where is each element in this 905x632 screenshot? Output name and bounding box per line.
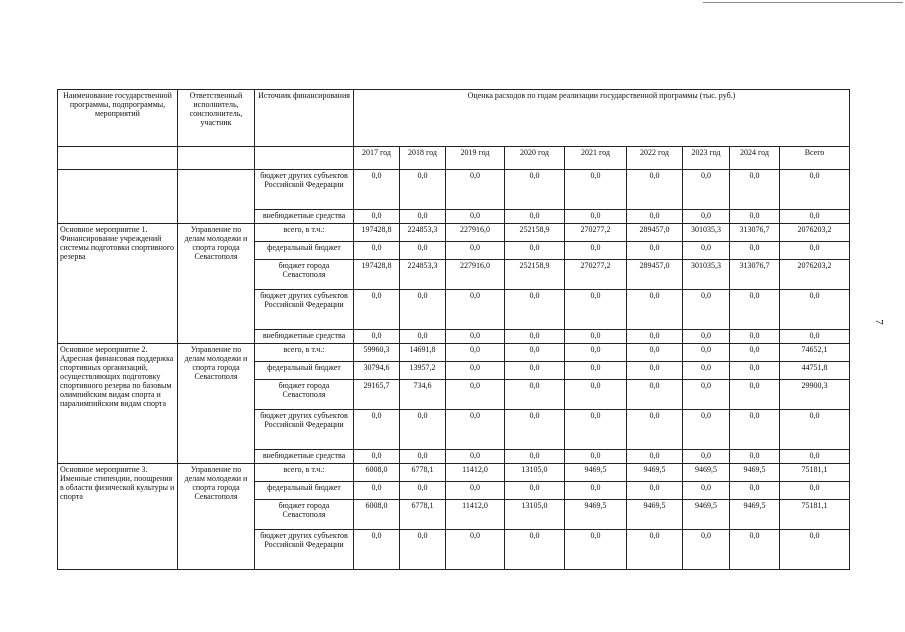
executor-cell: Управление по делам молодежи и спорта города Севастополя xyxy=(178,344,255,464)
value-cell: 9469,5 xyxy=(627,464,683,482)
value-cell: 0,0 xyxy=(730,170,780,210)
value-cell: 75181,1 xyxy=(780,500,850,530)
executor-cell: Управление по делам молодежи и спорта города Севастополя xyxy=(178,464,255,570)
value-cell: 734,6 xyxy=(400,380,446,410)
value-cell: 227916,0 xyxy=(446,224,505,242)
table-row xyxy=(58,344,850,362)
header-name-blank xyxy=(58,147,178,170)
value-cell: 0,0 xyxy=(730,290,780,330)
source-cell: федеральный бюджет xyxy=(255,362,354,380)
value-cell: 0,0 xyxy=(683,330,730,344)
value-cell: 0,0 xyxy=(683,344,730,362)
source-cell: федеральный бюджет xyxy=(255,482,354,500)
value-cell: 224853,3 xyxy=(400,260,446,290)
value-cell: 0,0 xyxy=(730,380,780,410)
year-2022: 2022 год xyxy=(627,147,683,170)
value-cell: 0,0 xyxy=(400,410,446,450)
year-2023: 2023 год xyxy=(683,147,730,170)
value-cell: 0,0 xyxy=(683,450,730,464)
source-cell: бюджет города Севастополя xyxy=(255,380,354,410)
value-cell: 9469,5 xyxy=(683,464,730,482)
value-cell: 0,0 xyxy=(780,170,850,210)
value-cell: 313076,7 xyxy=(730,260,780,290)
value-cell: 270277,2 xyxy=(565,224,627,242)
activity-name-cell: Основное мероприятие 2. Адресная финансовая поддержка спортивных организаций, осуществляющих подготовку спортивного резерва по базовым олимпийским видам спорта и паралимпийским видам спорта xyxy=(58,344,178,464)
value-cell: 75181,1 xyxy=(780,464,850,482)
value-cell: 6778,1 xyxy=(400,500,446,530)
value-cell: 0,0 xyxy=(730,242,780,260)
page-number: 7 xyxy=(872,319,885,325)
value-cell: 0,0 xyxy=(780,450,850,464)
value-cell: 0,0 xyxy=(683,410,730,450)
value-cell: 0,0 xyxy=(683,170,730,210)
value-cell: 252158,9 xyxy=(505,224,565,242)
value-cell: 270277,2 xyxy=(565,260,627,290)
executor-cell: Управление по делам молодежи и спорта города Севастополя xyxy=(178,224,255,344)
year-2020: 2020 год xyxy=(505,147,565,170)
source-cell: всего, в т.ч.: xyxy=(255,344,354,362)
source-cell: бюджет других субъектов Российской Федерации xyxy=(255,410,354,450)
value-cell: 9469,5 xyxy=(565,464,627,482)
value-cell: 13957,2 xyxy=(400,362,446,380)
value-cell: 0,0 xyxy=(683,210,730,224)
value-cell: 9469,5 xyxy=(730,464,780,482)
source-cell: бюджет города Севастополя xyxy=(255,500,354,530)
value-cell: 0,0 xyxy=(565,530,627,570)
year-2024: 2024 год xyxy=(730,147,780,170)
value-cell: 313076,7 xyxy=(730,224,780,242)
header-source-blank xyxy=(255,147,354,170)
value-cell: 0,0 xyxy=(446,290,505,330)
value-cell: 0,0 xyxy=(627,450,683,464)
source-cell: всего, в т.ч.: xyxy=(255,224,354,242)
value-cell: 0,0 xyxy=(446,242,505,260)
value-cell: 0,0 xyxy=(565,242,627,260)
value-cell: 0,0 xyxy=(505,530,565,570)
value-cell: 0,0 xyxy=(730,344,780,362)
value-cell: 0,0 xyxy=(683,362,730,380)
value-cell: 0,0 xyxy=(565,482,627,500)
value-cell: 0,0 xyxy=(730,530,780,570)
header-executor-blank xyxy=(178,147,255,170)
value-cell: 0,0 xyxy=(627,290,683,330)
value-cell: 224853,3 xyxy=(400,224,446,242)
value-cell: 0,0 xyxy=(627,410,683,450)
executor-cell xyxy=(178,170,255,224)
value-cell: 0,0 xyxy=(627,530,683,570)
value-cell: 0,0 xyxy=(354,242,400,260)
value-cell: 0,0 xyxy=(780,410,850,450)
value-cell: 0,0 xyxy=(400,530,446,570)
value-cell: 14691,8 xyxy=(400,344,446,362)
value-cell: 0,0 xyxy=(505,210,565,224)
year-2021: 2021 год xyxy=(565,147,627,170)
value-cell: 0,0 xyxy=(505,170,565,210)
source-cell: внебюджетные средства xyxy=(255,450,354,464)
value-cell: 289457,0 xyxy=(627,260,683,290)
value-cell: 29165,7 xyxy=(354,380,400,410)
value-cell: 0,0 xyxy=(446,482,505,500)
value-cell: 0,0 xyxy=(627,330,683,344)
value-cell: 0,0 xyxy=(505,410,565,450)
value-cell: 9469,5 xyxy=(683,500,730,530)
header-source: Источник финансирования xyxy=(255,90,354,147)
value-cell: 0,0 xyxy=(400,170,446,210)
value-cell: 0,0 xyxy=(730,450,780,464)
value-cell: 0,0 xyxy=(400,210,446,224)
value-cell: 197428,8 xyxy=(354,224,400,242)
value-cell: 0,0 xyxy=(565,170,627,210)
value-cell: 13105,0 xyxy=(505,500,565,530)
value-cell: 0,0 xyxy=(683,242,730,260)
value-cell: 13105,0 xyxy=(505,464,565,482)
source-cell: бюджет других субъектов Российской Федерации xyxy=(255,170,354,210)
value-cell: 0,0 xyxy=(730,410,780,450)
value-cell: 0,0 xyxy=(565,290,627,330)
value-cell: 30794,6 xyxy=(354,362,400,380)
source-cell: внебюджетные средства xyxy=(255,210,354,224)
value-cell: 0,0 xyxy=(446,410,505,450)
year-total: Всего xyxy=(780,147,850,170)
value-cell: 0,0 xyxy=(683,530,730,570)
value-cell: 0,0 xyxy=(505,380,565,410)
header-estimate: Оценка расходов по годам реализации государственной программы (тыс. руб.) xyxy=(354,90,850,147)
source-cell: бюджет других субъектов Российской Федерации xyxy=(255,290,354,330)
activity-name-cell: Основное мероприятие 1. Финансирование учреждений системы подготовки спортивного резерва xyxy=(58,224,178,344)
value-cell: 44751,8 xyxy=(780,362,850,380)
year-2018: 2018 год xyxy=(400,147,446,170)
source-cell: бюджет других субъектов Российской Федерации xyxy=(255,530,354,570)
value-cell: 0,0 xyxy=(354,410,400,450)
source-cell: внебюджетные средства xyxy=(255,330,354,344)
source-cell: бюджет города Севастополя xyxy=(255,260,354,290)
value-cell: 0,0 xyxy=(400,450,446,464)
value-cell: 0,0 xyxy=(354,450,400,464)
year-2017: 2017 год xyxy=(354,147,400,170)
value-cell: 0,0 xyxy=(683,482,730,500)
value-cell: 0,0 xyxy=(505,290,565,330)
value-cell: 0,0 xyxy=(627,362,683,380)
value-cell: 0,0 xyxy=(505,450,565,464)
value-cell: 2076203,2 xyxy=(780,224,850,242)
value-cell: 252158,9 xyxy=(505,260,565,290)
value-cell: 227916,0 xyxy=(446,260,505,290)
value-cell: 0,0 xyxy=(780,330,850,344)
value-cell: 0,0 xyxy=(354,330,400,344)
value-cell: 0,0 xyxy=(505,242,565,260)
value-cell: 0,0 xyxy=(446,330,505,344)
value-cell: 0,0 xyxy=(400,482,446,500)
value-cell: 0,0 xyxy=(683,290,730,330)
value-cell: 301035,3 xyxy=(683,224,730,242)
table-row xyxy=(58,464,850,482)
value-cell: 2076203,2 xyxy=(780,260,850,290)
value-cell: 0,0 xyxy=(446,170,505,210)
value-cell: 289457,0 xyxy=(627,224,683,242)
value-cell: 0,0 xyxy=(505,344,565,362)
value-cell: 301035,3 xyxy=(683,260,730,290)
year-2019: 2019 год xyxy=(446,147,505,170)
value-cell: 74652,1 xyxy=(780,344,850,362)
value-cell: 0,0 xyxy=(400,242,446,260)
value-cell: 29900,3 xyxy=(780,380,850,410)
value-cell: 0,0 xyxy=(730,210,780,224)
value-cell: 6008,0 xyxy=(354,500,400,530)
value-cell: 0,0 xyxy=(780,290,850,330)
value-cell: 9469,5 xyxy=(627,500,683,530)
value-cell: 0,0 xyxy=(446,380,505,410)
value-cell: 6008,0 xyxy=(354,464,400,482)
value-cell: 0,0 xyxy=(565,380,627,410)
value-cell: 0,0 xyxy=(505,482,565,500)
value-cell: 0,0 xyxy=(730,330,780,344)
value-cell: 0,0 xyxy=(780,210,850,224)
activity-name-cell: Основное мероприятие 3. Именные стипендии, поощрения в области физической культуры и спорта xyxy=(58,464,178,570)
value-cell: 0,0 xyxy=(780,530,850,570)
value-cell: 197428,8 xyxy=(354,260,400,290)
value-cell: 0,0 xyxy=(446,530,505,570)
source-cell: федеральный бюджет xyxy=(255,242,354,260)
value-cell: 9469,5 xyxy=(565,500,627,530)
value-cell: 0,0 xyxy=(400,290,446,330)
value-cell: 0,0 xyxy=(354,530,400,570)
top-rule xyxy=(703,2,903,3)
value-cell: 0,0 xyxy=(683,380,730,410)
value-cell: 0,0 xyxy=(730,362,780,380)
value-cell: 11412,0 xyxy=(446,464,505,482)
table-row xyxy=(58,224,850,242)
value-cell: 0,0 xyxy=(627,380,683,410)
value-cell: 0,0 xyxy=(627,242,683,260)
value-cell: 0,0 xyxy=(780,482,850,500)
value-cell: 0,0 xyxy=(627,344,683,362)
value-cell: 0,0 xyxy=(565,344,627,362)
value-cell: 0,0 xyxy=(565,450,627,464)
value-cell: 0,0 xyxy=(354,210,400,224)
value-cell: 0,0 xyxy=(627,210,683,224)
value-cell: 0,0 xyxy=(354,170,400,210)
budget-table xyxy=(57,89,850,570)
value-cell: 0,0 xyxy=(505,330,565,344)
value-cell: 6778,1 xyxy=(400,464,446,482)
value-cell: 0,0 xyxy=(627,170,683,210)
value-cell: 0,0 xyxy=(354,482,400,500)
value-cell: 11412,0 xyxy=(446,500,505,530)
value-cell: 0,0 xyxy=(446,344,505,362)
header-executor: Ответственный исполнитель, соисполнитель, участник xyxy=(178,90,255,147)
value-cell: 0,0 xyxy=(730,482,780,500)
activity-name-cell xyxy=(58,170,178,224)
value-cell: 0,0 xyxy=(446,210,505,224)
value-cell: 0,0 xyxy=(354,290,400,330)
value-cell: 0,0 xyxy=(446,450,505,464)
value-cell: 0,0 xyxy=(446,362,505,380)
header-name: Наименование государственной программы, подпрограммы, мероприятий xyxy=(58,90,178,147)
table-row xyxy=(58,170,850,210)
value-cell: 0,0 xyxy=(505,362,565,380)
value-cell: 0,0 xyxy=(627,482,683,500)
value-cell: 0,0 xyxy=(565,410,627,450)
source-cell: всего, в т.ч.: xyxy=(255,464,354,482)
value-cell: 0,0 xyxy=(565,210,627,224)
value-cell: 0,0 xyxy=(565,330,627,344)
value-cell: 0,0 xyxy=(400,330,446,344)
value-cell: 0,0 xyxy=(565,362,627,380)
value-cell: 9469,5 xyxy=(730,500,780,530)
value-cell: 0,0 xyxy=(780,242,850,260)
value-cell: 59960,3 xyxy=(354,344,400,362)
